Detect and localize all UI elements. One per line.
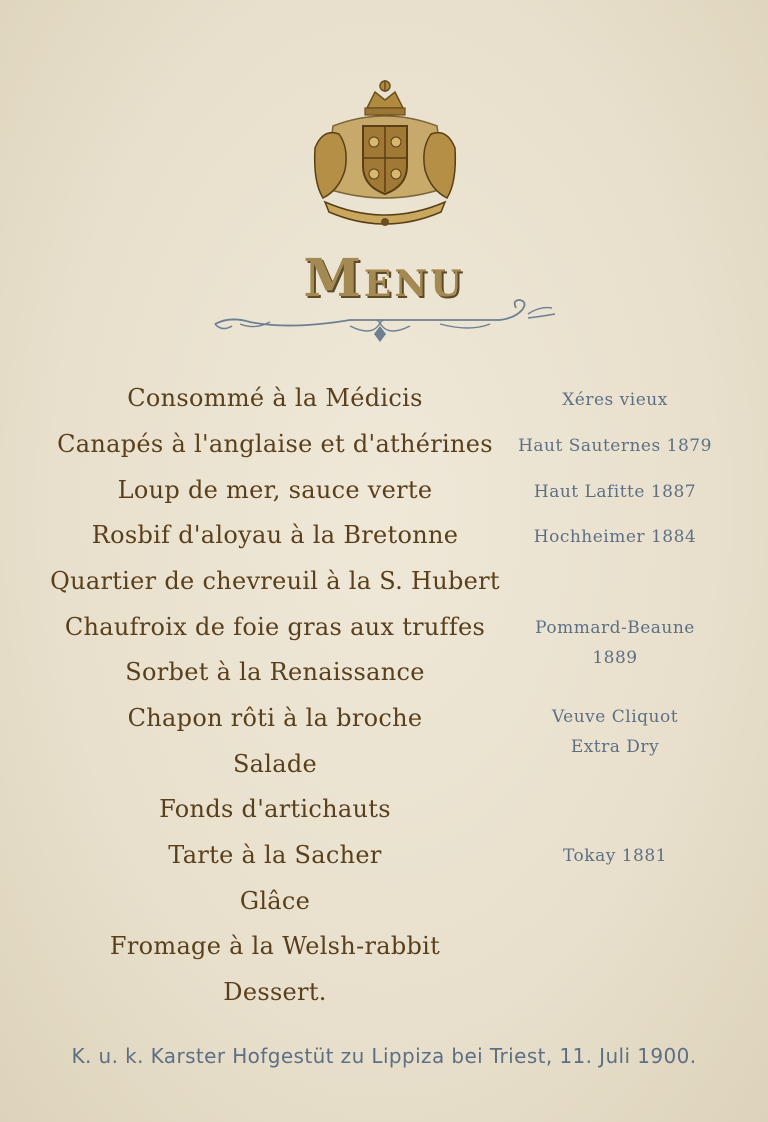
wine-item: Xéres vieux — [562, 390, 668, 410]
wine-item: Haut Lafitte 1887 — [533, 482, 697, 502]
dish-item: Salade — [232, 750, 318, 778]
wine-item: Veuve Cliquot — [551, 707, 679, 727]
dish-item: Canapés à l'anglaise et d'athérines — [57, 430, 493, 458]
dish-item: Fromage à la Welsh-rabbit — [109, 932, 441, 960]
coat-of-arms-icon — [305, 78, 465, 233]
dish-item: Chapon rôti à la broche — [127, 704, 423, 732]
dish-item: Sorbet à la Renaissance — [125, 658, 425, 686]
dish-item: Quartier de chevreuil à la S. Hubert — [50, 567, 500, 595]
flourish-ornament-icon — [210, 296, 560, 346]
dish-item: Consommé à la Médicis — [127, 384, 423, 412]
footer-venue-date: K. u. k. Karster Hofgestüt zu Lippiza bei Triest, 11. Juli 1900. — [71, 1044, 697, 1068]
dish-item: Dessert. — [223, 978, 327, 1006]
wine-item: Extra Dry — [570, 737, 660, 757]
dish-item: Fonds d'artichauts — [159, 795, 391, 823]
wine-item: Pommard-Beaune — [535, 618, 695, 638]
wine-item: Tokay 1881 — [563, 846, 667, 866]
menu-title: Menu — [303, 248, 465, 309]
wine-item: 1889 — [592, 648, 638, 668]
dish-item: Loup de mer, sauce verte — [117, 476, 433, 504]
dish-item: Tarte à la Sacher — [168, 841, 382, 869]
wine-item: Hochheimer 1884 — [533, 527, 697, 547]
dish-item: Glâce — [239, 887, 311, 915]
wine-item: Haut Sauternes 1879 — [518, 436, 712, 456]
dish-item: Rosbif d'aloyau à la Bretonne — [91, 521, 459, 549]
dish-item: Chaufroix de foie gras aux truffes — [64, 613, 486, 641]
